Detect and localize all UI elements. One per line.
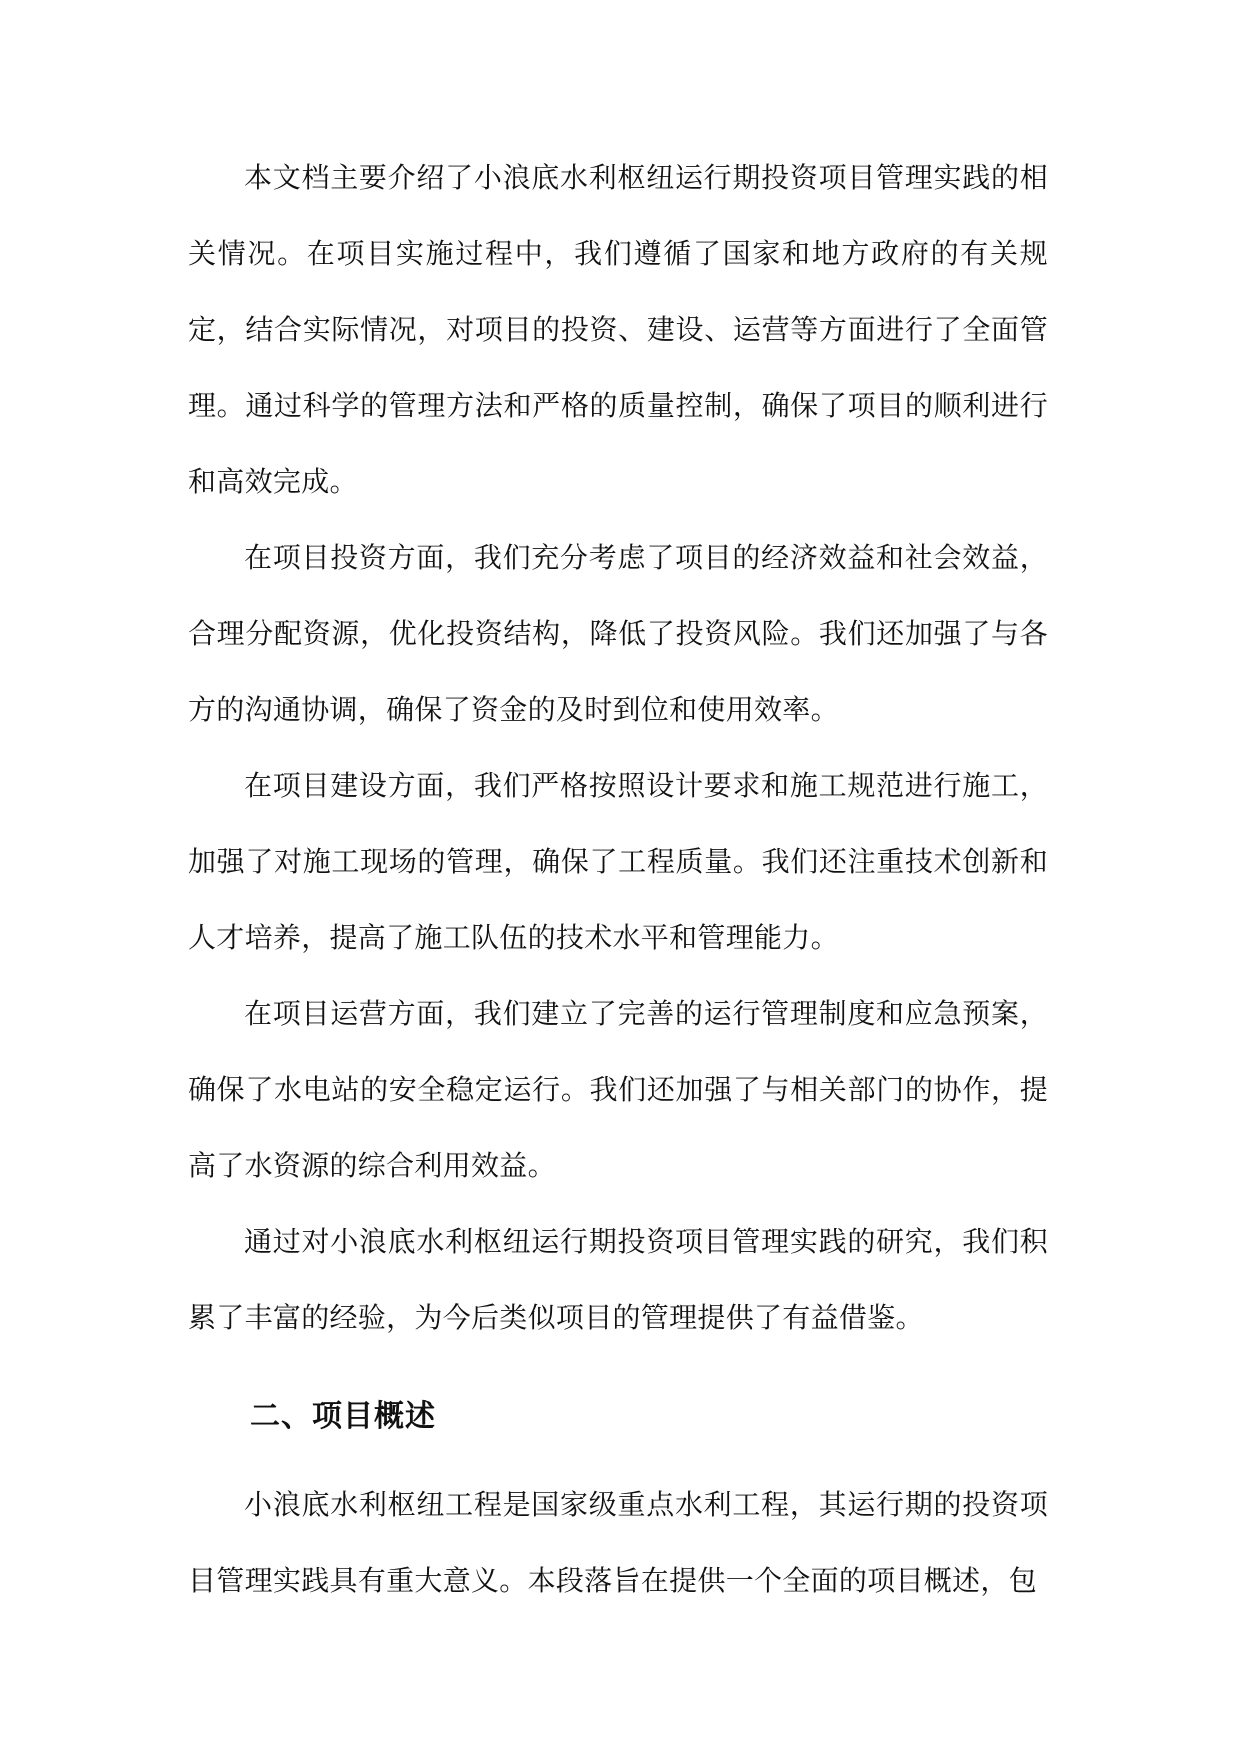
paragraph-construction: 在项目建设方面，我们严格按照设计要求和施工规范进行施工，加强了对施工现场的管理，确保了工程质量。我们还注重技术创新和人才培养，提高了施工队伍的技术水平和管理能力。 xyxy=(188,769,1048,954)
paragraph-project-overview: 小浪底水利枢纽工程是国家级重点水利工程，其运行期的投资项目管理实践具有重大意义。本段落旨在提供一个全面的项目概述，包 xyxy=(188,1488,1048,1597)
paragraph-operation: 在项目运营方面，我们建立了完善的运行管理制度和应急预案，确保了水电站的安全稳定运行。我们还加强了与相关部门的协作，提高了水资源的综合利用效益。 xyxy=(188,997,1048,1182)
paragraph-conclusion: 通过对小浪底水利枢纽运行期投资项目管理实践的研究，我们积累了丰富的经验，为今后类似项目的管理提供了有益借鉴。 xyxy=(188,1225,1048,1334)
document-body xyxy=(188,140,1048,1619)
paragraph-investment: 在项目投资方面，我们充分考虑了项目的经济效益和社会效益，合理分配资源，优化投资结构，降低了投资风险。我们还加强了与各方的沟通协调，确保了资金的及时到位和使用效率。 xyxy=(188,541,1048,726)
section-heading: 二、项目概述 xyxy=(250,1399,436,1434)
paragraph-intro-summary: 本文档主要介绍了小浪底水利枢纽运行期投资项目管理实践的相关情况。在项目实施过程中，我们遵循了国家和地方政府的有关规定，结合实际情况，对项目的投资、建设、运营等方面进行了全面管理。通过科学的管理方法和严格的质量控制，确保了项目的顺利进行和高效完成。 xyxy=(188,161,1048,498)
